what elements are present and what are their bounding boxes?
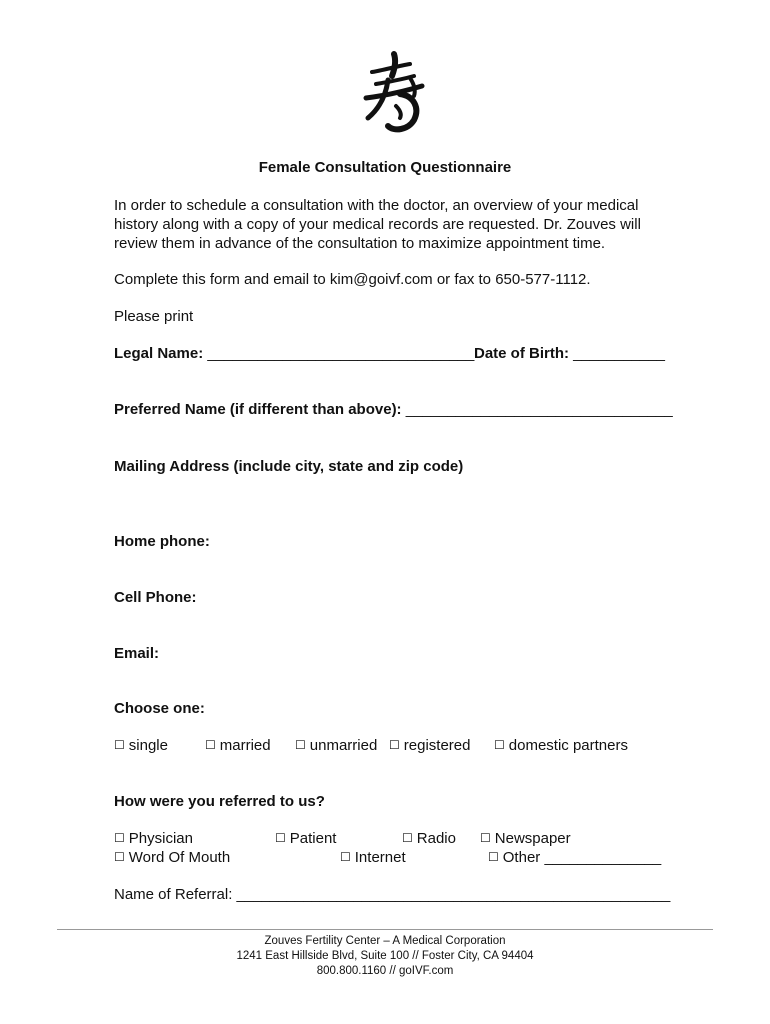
checkbox-icon[interactable]: ☐ bbox=[114, 831, 125, 845]
date-of-birth-blank[interactable]: ___________ bbox=[573, 345, 665, 362]
option-married[interactable] bbox=[205, 737, 271, 754]
referral-internet[interactable] bbox=[340, 849, 406, 866]
referral-name-label: Name of Referral: bbox=[114, 886, 233, 903]
option-label: single bbox=[128, 737, 168, 754]
referral-patient[interactable] bbox=[275, 830, 336, 847]
legal-name-field[interactable] bbox=[114, 345, 474, 362]
referral-word-of-mouth[interactable] bbox=[114, 849, 230, 866]
email-label: Email: bbox=[114, 645, 160, 662]
option-label: married bbox=[219, 737, 271, 754]
checkbox-icon[interactable]: ☐ bbox=[114, 850, 125, 864]
referral-name-blank[interactable]: ____________________________________________________ bbox=[236, 886, 671, 903]
option-label: unmarried bbox=[309, 737, 378, 754]
legal-name-blank[interactable]: ________________________________ bbox=[207, 345, 475, 362]
cell-phone-label: Cell Phone: bbox=[114, 589, 197, 606]
option-label: Word Of Mouth bbox=[128, 849, 231, 866]
please-print-text: Please print bbox=[114, 308, 194, 325]
calligraphy-logo bbox=[358, 50, 428, 140]
form-title: Female Consultation Questionnaire bbox=[258, 159, 512, 176]
referral-newspaper[interactable] bbox=[480, 830, 571, 847]
footer-address: 1241 East Hillside Blvd, Suite 100 // Foster City, CA 94404 bbox=[236, 950, 534, 962]
preferred-name-label: Preferred Name (if different than above): bbox=[114, 401, 402, 418]
checkbox-icon[interactable]: ☐ bbox=[494, 738, 505, 752]
checkbox-icon[interactable]: ☐ bbox=[480, 831, 491, 845]
checkbox-icon[interactable]: ☐ bbox=[295, 738, 306, 752]
option-domestic-partners[interactable] bbox=[494, 737, 628, 754]
mailing-address-label: Mailing Address (include city, state and zip code) bbox=[114, 458, 464, 475]
intro-paragraph: In order to schedule a consultation with the doctor, an overview of your medical history along with a copy of your medical records are requested. Dr. Zouves will review them in advance of the consultation to maximize appointment time. bbox=[114, 197, 641, 252]
option-label: domestic partners bbox=[508, 737, 628, 754]
referral-other[interactable] bbox=[488, 849, 661, 866]
checkbox-icon[interactable]: ☐ bbox=[275, 831, 286, 845]
option-label: Internet bbox=[354, 849, 406, 866]
option-label: Patient bbox=[289, 830, 337, 847]
option-label: registered bbox=[403, 737, 471, 754]
checkbox-icon[interactable]: ☐ bbox=[340, 850, 351, 864]
footer-divider bbox=[57, 929, 713, 930]
option-label: Newspaper bbox=[494, 830, 571, 847]
legal-name-label: Legal Name: bbox=[114, 345, 204, 362]
choose-one-label: Choose one: bbox=[114, 700, 205, 717]
instructions-text: Complete this form and email to kim@goivf.com or fax to 650-577-1112. bbox=[114, 271, 591, 288]
checkbox-icon[interactable]: ☐ bbox=[205, 738, 216, 752]
preferred-name-field[interactable] bbox=[114, 401, 673, 418]
date-of-birth-field[interactable] bbox=[474, 345, 665, 362]
footer-company: Zouves Fertility Center – A Medical Corporation bbox=[264, 935, 506, 947]
referral-question: How were you referred to us? bbox=[114, 793, 325, 810]
checkbox-icon[interactable]: ☐ bbox=[114, 738, 125, 752]
checkbox-icon[interactable]: ☐ bbox=[402, 831, 413, 845]
option-label: Physician bbox=[128, 830, 193, 847]
checkbox-icon[interactable]: ☐ bbox=[488, 850, 499, 864]
other-blank[interactable]: ______________ bbox=[544, 849, 662, 866]
home-phone-label: Home phone: bbox=[114, 533, 210, 550]
checkbox-icon[interactable]: ☐ bbox=[389, 738, 400, 752]
option-single[interactable] bbox=[114, 737, 168, 754]
referral-physician[interactable] bbox=[114, 830, 193, 847]
referral-radio[interactable] bbox=[402, 830, 456, 847]
referral-name-field[interactable] bbox=[114, 886, 670, 903]
option-label: Radio bbox=[416, 830, 456, 847]
option-unmarried[interactable] bbox=[295, 737, 377, 754]
date-of-birth-label: Date of Birth: bbox=[474, 345, 569, 362]
footer-contact: 800.800.1160 // goIVF.com bbox=[316, 965, 454, 977]
option-registered[interactable] bbox=[389, 737, 470, 754]
option-label: Other bbox=[502, 849, 541, 866]
preferred-name-blank[interactable]: ________________________________ bbox=[405, 401, 673, 418]
